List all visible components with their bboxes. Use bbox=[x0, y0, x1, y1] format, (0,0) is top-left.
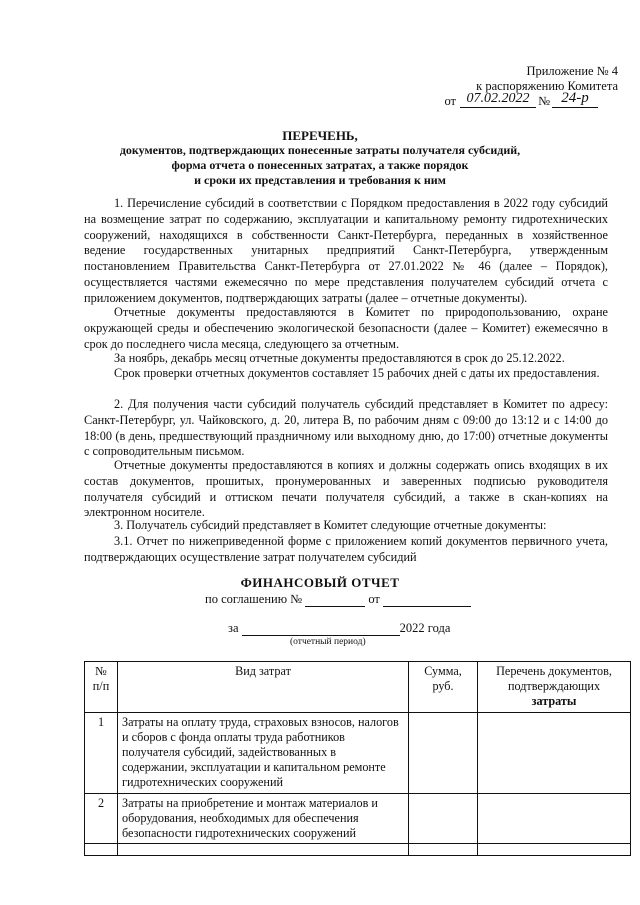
row-kind: Затраты на оплату труда, страховых взносов, налогов и сборов с фонда оплаты труда работников получателя субсидий, задействованных в содержании, эксплуатации и капитальном ремонте гидротехнических сооружений bbox=[118, 712, 409, 793]
report-title: ФИНАНСОВЫЙ ОТЧЕТ bbox=[240, 575, 400, 590]
row-sum bbox=[409, 712, 478, 793]
document-title: ПЕРЕЧЕНЬ, bbox=[282, 128, 358, 143]
row-docs bbox=[478, 793, 631, 844]
appendix-order-ref: к распоряжению Комитета bbox=[476, 79, 618, 93]
row-kind: Затраты на приобретение и монтаж материалов и оборудования, необходимых для обеспечения безопасности гидротехнических сооружений bbox=[118, 793, 409, 844]
header-sum: Сумма, руб. bbox=[409, 662, 478, 713]
header-kind: Вид затрат bbox=[118, 662, 409, 713]
order-number-sign: № bbox=[538, 94, 550, 108]
order-from-label: от bbox=[444, 94, 456, 108]
header-docs bbox=[478, 662, 631, 713]
header-docs-text: Перечень документов, подтверждающих bbox=[496, 664, 612, 694]
row-docs bbox=[478, 712, 631, 793]
paragraph-4: Срок проверки отчетных документов составляет 15 рабочих дней с даты их предоставления. bbox=[114, 366, 600, 380]
header-docs-bold: затраты bbox=[531, 694, 577, 709]
table-row bbox=[85, 712, 631, 793]
appendix-header bbox=[358, 64, 618, 111]
paragraph-2: Отчетные документы предоставляются в Комитет по природопользованию, охране окружающей среды и обеспечению экологической безопасности (далее – Комитет) ежемесячно в срок до последнего числа месяца, следующего за отчетным. bbox=[84, 305, 608, 351]
table-header-row bbox=[85, 662, 631, 713]
order-date-line bbox=[358, 90, 618, 111]
agreement-line bbox=[205, 592, 471, 607]
agreement-number-blank bbox=[305, 594, 365, 607]
row-number: 1 bbox=[85, 712, 118, 793]
header-no: № п/п bbox=[85, 662, 118, 713]
period-prefix: за bbox=[228, 621, 239, 635]
document-subtitle-line-3: и сроки их представления и требования к ним bbox=[194, 173, 446, 187]
row-number: 2 bbox=[85, 793, 118, 844]
expenses-table bbox=[84, 661, 631, 856]
paragraph-6: Отчетные документы предоставляются в копиях и должны содержать опись входящих в их состав документов, прошитых, пронумерованных и заверенных подписью руководителя получателя субсидий и оттиском печати получателя субсидий, а также в скан-копиях на электронном носителе. bbox=[84, 458, 608, 520]
agreement-date-blank bbox=[383, 594, 471, 607]
agreement-label: по соглашению № bbox=[205, 592, 303, 606]
paragraph-8: 3.1. Отчет по нижеприведенной форме с приложением копий документов первичного учета, подтверждающих осуществление затрат получателем субсидий bbox=[84, 534, 608, 564]
row-sum bbox=[409, 793, 478, 844]
document-subtitle-line-2: форма отчета о понесенных затратах, а также порядок bbox=[171, 158, 469, 172]
paragraph-7: 3. Получатель субсидий представляет в Комитет следующие отчетные документы: bbox=[114, 518, 547, 532]
paragraph-5: 2. Для получения части субсидий получатель субсидий представляет в Комитет по адресу: Санкт-Петербург, ул. Чайковского, д. 20, литера В, по рабочим дням с 09:00 до 13:12 и с 14:00 до 18:00 (в день, предшествующий праздничному или выходному дню, до 17:00) отчетные документы с сопроводительным письмом. bbox=[84, 397, 608, 459]
period-line bbox=[228, 621, 450, 636]
paragraph-1: 1. Перечисление субсидий в соответствии с Порядком предоставления в 2022 году субсидий на возмещение затрат по содержанию, эксплуатации и капитальному ремонту гидротехнических сооружений, находящихся в собственности Санкт-Петербурга, переданных в хозяйственное ведение государственных унитарных предприятий Санкт-Петербурга, утвержденным постановлением Правительства Санкт-Петербурга от 27.01.2022 № 46 (далее – Порядок), осуществляется частями ежемесячно по мере представления получателем субсидий отчета с приложением документов, подтверждающих затраты (далее – отчетные документы). bbox=[84, 196, 608, 305]
table-row-continued bbox=[85, 844, 631, 856]
period-caption: (отчетный период) bbox=[290, 637, 366, 647]
table-row bbox=[85, 793, 631, 844]
agreement-from-label: от bbox=[368, 592, 380, 606]
appendix-number: Приложение № 4 bbox=[526, 64, 618, 78]
order-number: 24-р bbox=[552, 90, 598, 108]
paragraph-3: За ноябрь, декабрь месяц отчетные документы предоставляются в срок до 25.12.2022. bbox=[114, 351, 565, 365]
document-subtitle-line-1: документов, подтверждающих понесенные затраты получателя субсидий, bbox=[119, 143, 521, 157]
period-blank bbox=[242, 623, 400, 636]
order-date: 07.02.2022 bbox=[460, 91, 536, 108]
period-suffix: 2022 года bbox=[399, 621, 451, 635]
